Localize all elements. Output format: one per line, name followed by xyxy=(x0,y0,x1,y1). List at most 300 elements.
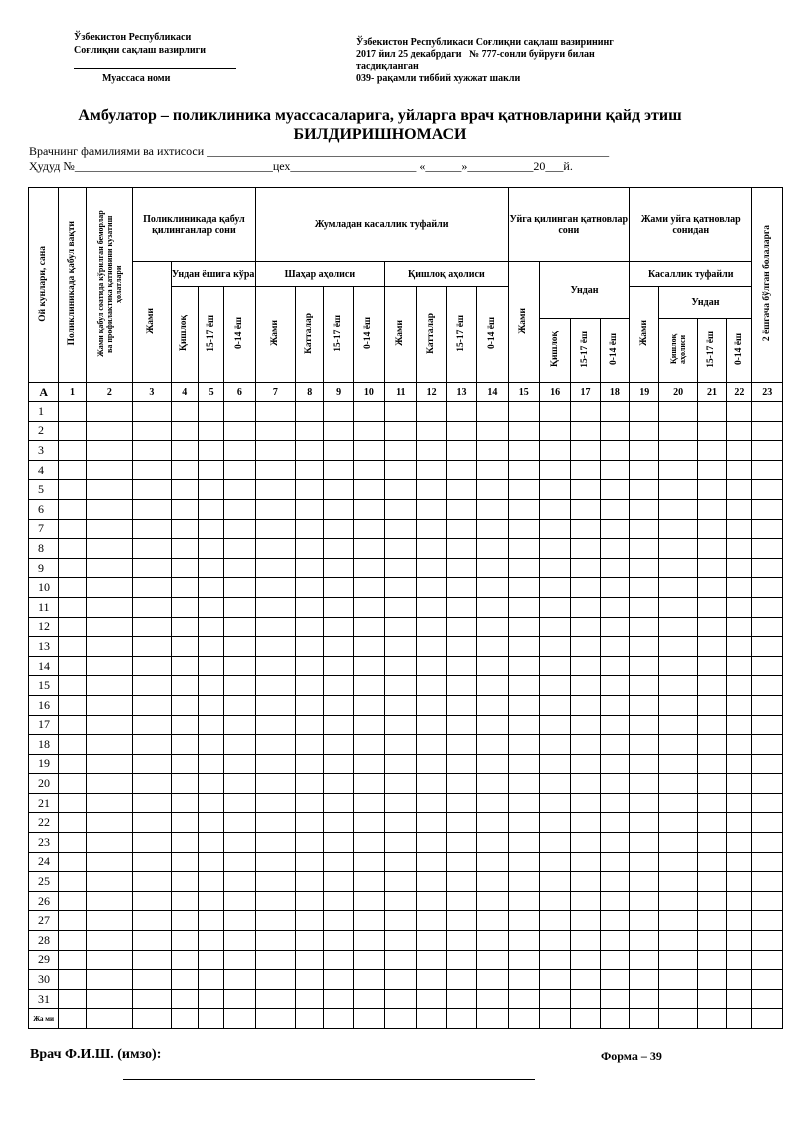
entry-cell[interactable] xyxy=(600,813,629,833)
total-cell[interactable] xyxy=(508,1009,539,1029)
entry-cell[interactable] xyxy=(296,656,324,676)
entry-cell[interactable] xyxy=(224,989,255,1009)
entry-cell[interactable] xyxy=(600,793,629,813)
entry-cell[interactable] xyxy=(385,735,417,755)
entry-cell[interactable] xyxy=(508,421,539,441)
entry-cell[interactable] xyxy=(385,519,417,539)
entry-cell[interactable] xyxy=(697,597,726,617)
entry-cell[interactable] xyxy=(133,558,171,578)
entry-cell[interactable] xyxy=(630,519,659,539)
entry-cell[interactable] xyxy=(571,735,600,755)
entry-cell[interactable] xyxy=(255,578,295,598)
entry-cell[interactable] xyxy=(752,774,783,794)
entry-cell[interactable] xyxy=(59,597,86,617)
entry-cell[interactable] xyxy=(133,931,171,951)
entry-cell[interactable] xyxy=(353,715,384,735)
entry-cell[interactable] xyxy=(697,637,726,657)
entry-cell[interactable] xyxy=(508,754,539,774)
entry-cell[interactable] xyxy=(171,441,198,461)
entry-cell[interactable] xyxy=(86,950,133,970)
entry-cell[interactable] xyxy=(385,402,417,422)
entry-cell[interactable] xyxy=(324,695,353,715)
entry-cell[interactable] xyxy=(324,539,353,559)
entry-cell[interactable] xyxy=(224,735,255,755)
entry-cell[interactable] xyxy=(198,499,223,519)
entry-cell[interactable] xyxy=(133,676,171,696)
entry-cell[interactable] xyxy=(417,989,446,1009)
entry-cell[interactable] xyxy=(659,793,697,813)
entry-cell[interactable] xyxy=(133,578,171,598)
entry-cell[interactable] xyxy=(255,519,295,539)
entry-cell[interactable] xyxy=(508,402,539,422)
entry-cell[interactable] xyxy=(171,539,198,559)
entry-cell[interactable] xyxy=(255,597,295,617)
entry-cell[interactable] xyxy=(324,735,353,755)
entry-cell[interactable] xyxy=(296,813,324,833)
entry-cell[interactable] xyxy=(59,754,86,774)
entry-cell[interactable] xyxy=(133,970,171,990)
entry-cell[interactable] xyxy=(752,617,783,637)
entry-cell[interactable] xyxy=(133,460,171,480)
entry-cell[interactable] xyxy=(385,793,417,813)
total-cell[interactable] xyxy=(59,1009,86,1029)
entry-cell[interactable] xyxy=(296,735,324,755)
entry-cell[interactable] xyxy=(353,813,384,833)
entry-cell[interactable] xyxy=(752,558,783,578)
entry-cell[interactable] xyxy=(630,441,659,461)
entry-cell[interactable] xyxy=(224,950,255,970)
entry-cell[interactable] xyxy=(697,970,726,990)
entry-cell[interactable] xyxy=(133,754,171,774)
entry-cell[interactable] xyxy=(86,558,133,578)
entry-cell[interactable] xyxy=(477,656,508,676)
entry-cell[interactable] xyxy=(198,989,223,1009)
entry-cell[interactable] xyxy=(86,656,133,676)
entry-cell[interactable] xyxy=(659,754,697,774)
entry-cell[interactable] xyxy=(133,421,171,441)
entry-cell[interactable] xyxy=(477,480,508,500)
entry-cell[interactable] xyxy=(630,754,659,774)
entry-cell[interactable] xyxy=(417,970,446,990)
entry-cell[interactable] xyxy=(697,617,726,637)
entry-cell[interactable] xyxy=(630,793,659,813)
entry-cell[interactable] xyxy=(539,519,570,539)
entry-cell[interactable] xyxy=(477,578,508,598)
entry-cell[interactable] xyxy=(255,441,295,461)
entry-cell[interactable] xyxy=(417,421,446,441)
entry-cell[interactable] xyxy=(224,676,255,696)
entry-cell[interactable] xyxy=(630,676,659,696)
entry-cell[interactable] xyxy=(752,715,783,735)
entry-cell[interactable] xyxy=(752,519,783,539)
entry-cell[interactable] xyxy=(417,911,446,931)
entry-cell[interactable] xyxy=(255,793,295,813)
entry-cell[interactable] xyxy=(446,989,476,1009)
entry-cell[interactable] xyxy=(600,421,629,441)
entry-cell[interactable] xyxy=(59,793,86,813)
entry-cell[interactable] xyxy=(296,519,324,539)
entry-cell[interactable] xyxy=(59,931,86,951)
entry-cell[interactable] xyxy=(324,754,353,774)
entry-cell[interactable] xyxy=(86,931,133,951)
entry-cell[interactable] xyxy=(353,519,384,539)
entry-cell[interactable] xyxy=(133,833,171,853)
entry-cell[interactable] xyxy=(446,558,476,578)
entry-cell[interactable] xyxy=(224,774,255,794)
entry-cell[interactable] xyxy=(697,735,726,755)
entry-cell[interactable] xyxy=(508,735,539,755)
entry-cell[interactable] xyxy=(417,793,446,813)
entry-cell[interactable] xyxy=(224,872,255,892)
entry-cell[interactable] xyxy=(630,872,659,892)
entry-cell[interactable] xyxy=(385,676,417,696)
entry-cell[interactable] xyxy=(198,421,223,441)
entry-cell[interactable] xyxy=(600,735,629,755)
entry-cell[interactable] xyxy=(385,852,417,872)
entry-cell[interactable] xyxy=(446,852,476,872)
entry-cell[interactable] xyxy=(198,754,223,774)
entry-cell[interactable] xyxy=(198,460,223,480)
entry-cell[interactable] xyxy=(477,911,508,931)
entry-cell[interactable] xyxy=(727,499,752,519)
entry-cell[interactable] xyxy=(224,421,255,441)
entry-cell[interactable] xyxy=(727,480,752,500)
entry-cell[interactable] xyxy=(630,735,659,755)
entry-cell[interactable] xyxy=(659,558,697,578)
entry-cell[interactable] xyxy=(659,637,697,657)
entry-cell[interactable] xyxy=(255,950,295,970)
entry-cell[interactable] xyxy=(508,970,539,990)
entry-cell[interactable] xyxy=(59,617,86,637)
entry-cell[interactable] xyxy=(255,813,295,833)
entry-cell[interactable] xyxy=(59,402,86,422)
entry-cell[interactable] xyxy=(324,911,353,931)
entry-cell[interactable] xyxy=(171,499,198,519)
entry-cell[interactable] xyxy=(477,950,508,970)
entry-cell[interactable] xyxy=(224,695,255,715)
total-cell[interactable] xyxy=(224,1009,255,1029)
entry-cell[interactable] xyxy=(59,519,86,539)
entry-cell[interactable] xyxy=(59,578,86,598)
entry-cell[interactable] xyxy=(630,774,659,794)
entry-cell[interactable] xyxy=(385,715,417,735)
entry-cell[interactable] xyxy=(133,539,171,559)
entry-cell[interactable] xyxy=(86,852,133,872)
entry-cell[interactable] xyxy=(659,989,697,1009)
entry-cell[interactable] xyxy=(539,891,570,911)
entry-cell[interactable] xyxy=(296,460,324,480)
entry-cell[interactable] xyxy=(600,402,629,422)
entry-cell[interactable] xyxy=(86,735,133,755)
entry-cell[interactable] xyxy=(571,617,600,637)
entry-cell[interactable] xyxy=(752,402,783,422)
entry-cell[interactable] xyxy=(659,460,697,480)
entry-cell[interactable] xyxy=(385,754,417,774)
entry-cell[interactable] xyxy=(477,499,508,519)
entry-cell[interactable] xyxy=(752,754,783,774)
entry-cell[interactable] xyxy=(539,872,570,892)
entry-cell[interactable] xyxy=(255,833,295,853)
entry-cell[interactable] xyxy=(600,676,629,696)
entry-cell[interactable] xyxy=(727,637,752,657)
entry-cell[interactable] xyxy=(446,793,476,813)
entry-cell[interactable] xyxy=(539,676,570,696)
entry-cell[interactable] xyxy=(255,754,295,774)
entry-cell[interactable] xyxy=(600,519,629,539)
entry-cell[interactable] xyxy=(417,460,446,480)
entry-cell[interactable] xyxy=(600,911,629,931)
entry-cell[interactable] xyxy=(324,578,353,598)
entry-cell[interactable] xyxy=(477,891,508,911)
entry-cell[interactable] xyxy=(752,637,783,657)
entry-cell[interactable] xyxy=(697,911,726,931)
entry-cell[interactable] xyxy=(59,774,86,794)
entry-cell[interactable] xyxy=(508,617,539,637)
entry-cell[interactable] xyxy=(508,911,539,931)
entry-cell[interactable] xyxy=(353,499,384,519)
entry-cell[interactable] xyxy=(86,715,133,735)
entry-cell[interactable] xyxy=(353,695,384,715)
entry-cell[interactable] xyxy=(659,597,697,617)
entry-cell[interactable] xyxy=(659,441,697,461)
entry-cell[interactable] xyxy=(539,460,570,480)
total-cell[interactable] xyxy=(727,1009,752,1029)
entry-cell[interactable] xyxy=(385,480,417,500)
entry-cell[interactable] xyxy=(171,793,198,813)
entry-cell[interactable] xyxy=(255,421,295,441)
entry-cell[interactable] xyxy=(630,695,659,715)
entry-cell[interactable] xyxy=(697,421,726,441)
entry-cell[interactable] xyxy=(659,695,697,715)
entry-cell[interactable] xyxy=(385,891,417,911)
entry-cell[interactable] xyxy=(224,539,255,559)
entry-cell[interactable] xyxy=(385,656,417,676)
entry-cell[interactable] xyxy=(198,735,223,755)
entry-cell[interactable] xyxy=(630,637,659,657)
entry-cell[interactable] xyxy=(385,989,417,1009)
entry-cell[interactable] xyxy=(697,989,726,1009)
entry-cell[interactable] xyxy=(727,813,752,833)
entry-cell[interactable] xyxy=(296,833,324,853)
entry-cell[interactable] xyxy=(477,989,508,1009)
entry-cell[interactable] xyxy=(477,441,508,461)
entry-cell[interactable] xyxy=(133,852,171,872)
entry-cell[interactable] xyxy=(659,950,697,970)
entry-cell[interactable] xyxy=(539,597,570,617)
entry-cell[interactable] xyxy=(324,421,353,441)
entry-cell[interactable] xyxy=(171,558,198,578)
entry-cell[interactable] xyxy=(697,539,726,559)
total-cell[interactable] xyxy=(752,1009,783,1029)
entry-cell[interactable] xyxy=(508,597,539,617)
entry-cell[interactable] xyxy=(385,970,417,990)
entry-cell[interactable] xyxy=(171,754,198,774)
entry-cell[interactable] xyxy=(600,950,629,970)
entry-cell[interactable] xyxy=(417,480,446,500)
entry-cell[interactable] xyxy=(198,813,223,833)
entry-cell[interactable] xyxy=(296,891,324,911)
entry-cell[interactable] xyxy=(353,637,384,657)
entry-cell[interactable] xyxy=(417,754,446,774)
entry-cell[interactable] xyxy=(133,480,171,500)
entry-cell[interactable] xyxy=(659,852,697,872)
entry-cell[interactable] xyxy=(727,852,752,872)
entry-cell[interactable] xyxy=(600,617,629,637)
entry-cell[interactable] xyxy=(727,774,752,794)
entry-cell[interactable] xyxy=(296,911,324,931)
entry-cell[interactable] xyxy=(571,460,600,480)
entry-cell[interactable] xyxy=(697,402,726,422)
entry-cell[interactable] xyxy=(86,519,133,539)
entry-cell[interactable] xyxy=(133,813,171,833)
entry-cell[interactable] xyxy=(508,519,539,539)
entry-cell[interactable] xyxy=(133,656,171,676)
entry-cell[interactable] xyxy=(477,558,508,578)
entry-cell[interactable] xyxy=(133,793,171,813)
entry-cell[interactable] xyxy=(727,656,752,676)
entry-cell[interactable] xyxy=(697,480,726,500)
entry-cell[interactable] xyxy=(752,480,783,500)
entry-cell[interactable] xyxy=(539,499,570,519)
entry-cell[interactable] xyxy=(727,421,752,441)
entry-cell[interactable] xyxy=(198,539,223,559)
entry-cell[interactable] xyxy=(353,872,384,892)
entry-cell[interactable] xyxy=(198,578,223,598)
entry-cell[interactable] xyxy=(539,656,570,676)
entry-cell[interactable] xyxy=(630,499,659,519)
entry-cell[interactable] xyxy=(86,460,133,480)
entry-cell[interactable] xyxy=(324,402,353,422)
entry-cell[interactable] xyxy=(477,833,508,853)
entry-cell[interactable] xyxy=(539,813,570,833)
entry-cell[interactable] xyxy=(385,931,417,951)
entry-cell[interactable] xyxy=(324,499,353,519)
entry-cell[interactable] xyxy=(727,950,752,970)
entry-cell[interactable] xyxy=(659,891,697,911)
entry-cell[interactable] xyxy=(353,774,384,794)
entry-cell[interactable] xyxy=(571,480,600,500)
entry-cell[interactable] xyxy=(224,970,255,990)
entry-cell[interactable] xyxy=(752,852,783,872)
entry-cell[interactable] xyxy=(446,421,476,441)
entry-cell[interactable] xyxy=(296,950,324,970)
entry-cell[interactable] xyxy=(477,793,508,813)
entry-cell[interactable] xyxy=(630,617,659,637)
entry-cell[interactable] xyxy=(353,754,384,774)
entry-cell[interactable] xyxy=(198,891,223,911)
entry-cell[interactable] xyxy=(59,637,86,657)
entry-cell[interactable] xyxy=(296,617,324,637)
entry-cell[interactable] xyxy=(296,793,324,813)
entry-cell[interactable] xyxy=(659,715,697,735)
entry-cell[interactable] xyxy=(697,950,726,970)
entry-cell[interactable] xyxy=(296,774,324,794)
entry-cell[interactable] xyxy=(353,597,384,617)
entry-cell[interactable] xyxy=(255,931,295,951)
entry-cell[interactable] xyxy=(324,872,353,892)
entry-cell[interactable] xyxy=(255,989,295,1009)
entry-cell[interactable] xyxy=(59,989,86,1009)
entry-cell[interactable] xyxy=(417,735,446,755)
entry-cell[interactable] xyxy=(630,656,659,676)
entry-cell[interactable] xyxy=(630,597,659,617)
entry-cell[interactable] xyxy=(417,597,446,617)
entry-cell[interactable] xyxy=(630,891,659,911)
entry-cell[interactable] xyxy=(539,931,570,951)
entry-cell[interactable] xyxy=(539,970,570,990)
entry-cell[interactable] xyxy=(59,872,86,892)
entry-cell[interactable] xyxy=(727,793,752,813)
entry-cell[interactable] xyxy=(752,891,783,911)
entry-cell[interactable] xyxy=(133,441,171,461)
entry-cell[interactable] xyxy=(86,539,133,559)
entry-cell[interactable] xyxy=(659,774,697,794)
entry-cell[interactable] xyxy=(539,441,570,461)
entry-cell[interactable] xyxy=(571,793,600,813)
entry-cell[interactable] xyxy=(324,597,353,617)
entry-cell[interactable] xyxy=(477,402,508,422)
total-cell[interactable] xyxy=(353,1009,384,1029)
entry-cell[interactable] xyxy=(133,597,171,617)
entry-cell[interactable] xyxy=(296,402,324,422)
entry-cell[interactable] xyxy=(417,833,446,853)
entry-cell[interactable] xyxy=(198,637,223,657)
entry-cell[interactable] xyxy=(446,637,476,657)
entry-cell[interactable] xyxy=(477,617,508,637)
entry-cell[interactable] xyxy=(600,970,629,990)
entry-cell[interactable] xyxy=(353,421,384,441)
entry-cell[interactable] xyxy=(385,578,417,598)
entry-cell[interactable] xyxy=(539,539,570,559)
entry-cell[interactable] xyxy=(508,441,539,461)
entry-cell[interactable] xyxy=(133,911,171,931)
entry-cell[interactable] xyxy=(353,676,384,696)
entry-cell[interactable] xyxy=(446,578,476,598)
entry-cell[interactable] xyxy=(477,735,508,755)
entry-cell[interactable] xyxy=(353,735,384,755)
entry-cell[interactable] xyxy=(171,402,198,422)
entry-cell[interactable] xyxy=(659,911,697,931)
entry-cell[interactable] xyxy=(446,617,476,637)
total-cell[interactable] xyxy=(539,1009,570,1029)
entry-cell[interactable] xyxy=(296,578,324,598)
entry-cell[interactable] xyxy=(659,833,697,853)
entry-cell[interactable] xyxy=(385,617,417,637)
entry-cell[interactable] xyxy=(224,833,255,853)
entry-cell[interactable] xyxy=(539,402,570,422)
entry-cell[interactable] xyxy=(571,656,600,676)
entry-cell[interactable] xyxy=(353,852,384,872)
entry-cell[interactable] xyxy=(224,931,255,951)
entry-cell[interactable] xyxy=(86,989,133,1009)
entry-cell[interactable] xyxy=(385,421,417,441)
entry-cell[interactable] xyxy=(171,735,198,755)
entry-cell[interactable] xyxy=(198,441,223,461)
entry-cell[interactable] xyxy=(296,480,324,500)
entry-cell[interactable] xyxy=(296,970,324,990)
entry-cell[interactable] xyxy=(133,872,171,892)
entry-cell[interactable] xyxy=(539,774,570,794)
entry-cell[interactable] xyxy=(630,989,659,1009)
entry-cell[interactable] xyxy=(224,617,255,637)
entry-cell[interactable] xyxy=(477,931,508,951)
entry-cell[interactable] xyxy=(630,402,659,422)
entry-cell[interactable] xyxy=(353,539,384,559)
entry-cell[interactable] xyxy=(446,891,476,911)
entry-cell[interactable] xyxy=(659,676,697,696)
entry-cell[interactable] xyxy=(86,754,133,774)
entry-cell[interactable] xyxy=(752,441,783,461)
